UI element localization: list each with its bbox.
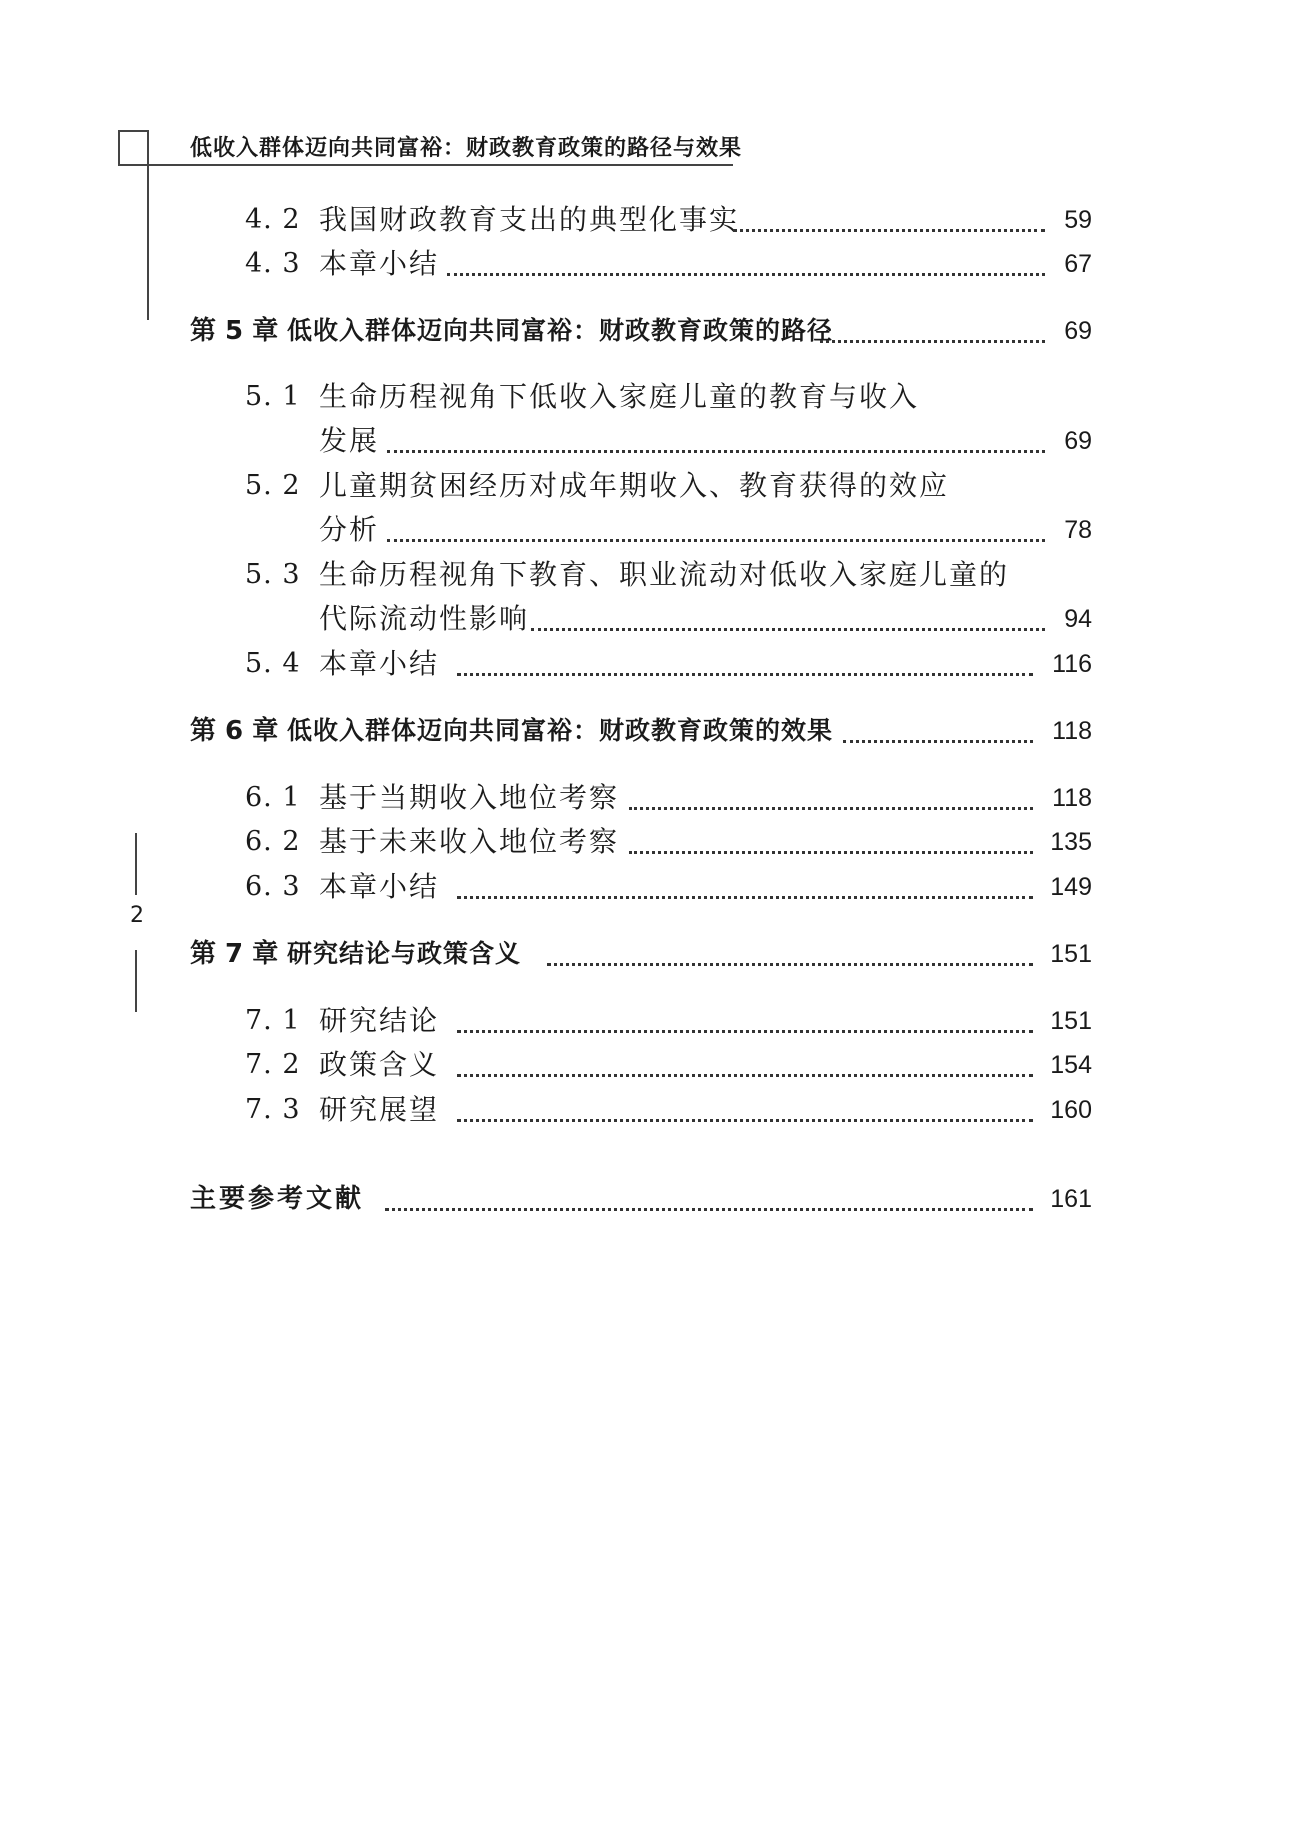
toc-entry[interactable]	[0, 642, 1291, 686]
entry-title: 研究结论	[319, 1004, 440, 1037]
leader-dots	[457, 896, 1033, 899]
page-ref: 149	[1050, 873, 1092, 901]
page-ref: 94	[1064, 605, 1092, 633]
toc-entry-continuation[interactable]	[0, 419, 1291, 463]
section-number: 6. 1	[245, 782, 301, 813]
leader-dots	[531, 628, 1045, 631]
toc-entry-continuation[interactable]	[0, 508, 1291, 552]
leader-dots	[457, 1030, 1033, 1033]
leader-dots	[820, 340, 1045, 343]
section-number: 5. 1	[245, 381, 301, 412]
chapter-number: 第 5 章	[190, 316, 279, 346]
page-ref: 151	[1050, 940, 1092, 968]
page-ref: 67	[1064, 250, 1092, 278]
page-ref: 59	[1064, 206, 1092, 234]
page-ref: 151	[1050, 1007, 1092, 1035]
page-number: 2	[130, 903, 144, 928]
chapter-number: 第 6 章	[190, 716, 279, 746]
entry-title: 研究展望	[319, 1093, 440, 1126]
page-ref: 78	[1064, 516, 1092, 544]
entry-title: 生命历程视角下低收入家庭儿童的教育与收入	[319, 380, 920, 413]
entry-title-continued: 代际流动性影响	[319, 602, 530, 635]
chapter-title: 低收入群体迈向共同富裕：财政教育政策的路径	[287, 316, 834, 345]
section-number: 7. 2	[245, 1049, 301, 1080]
leader-dots	[387, 539, 1045, 542]
entry-title-continued: 发展	[319, 424, 380, 457]
entry-title-continued: 分析	[319, 513, 380, 546]
page-ref: 160	[1050, 1096, 1092, 1124]
entry-title: 本章小结	[319, 647, 440, 680]
entry-title: 基于未来收入地位考察	[319, 825, 620, 858]
toc-entry[interactable]	[0, 464, 1291, 508]
chapter-title: 研究结论与政策含义	[287, 939, 522, 968]
section-number: 7. 1	[245, 1005, 301, 1036]
page-ref: 161	[1050, 1185, 1092, 1213]
page-ref: 69	[1064, 427, 1092, 455]
leader-dots	[733, 229, 1045, 232]
toc-entry[interactable]	[0, 776, 1291, 820]
page-ref: 118	[1052, 717, 1092, 745]
toc-chapter-entry[interactable]	[0, 709, 1291, 753]
leader-dots	[843, 740, 1033, 743]
entry-title: 我国财政教育支出的典型化事实	[319, 203, 740, 236]
toc-entry[interactable]	[0, 1043, 1291, 1087]
leader-dots	[457, 1074, 1033, 1077]
section-number: 6. 3	[245, 871, 301, 902]
toc-entry[interactable]	[0, 865, 1291, 909]
entry-title: 儿童期贫困经历对成年期收入、教育获得的效应	[319, 469, 950, 502]
page-ref: 135	[1050, 828, 1092, 856]
page-ref: 118	[1052, 784, 1092, 812]
entry-title: 本章小结	[319, 247, 440, 280]
toc-chapter-entry[interactable]	[0, 309, 1291, 353]
leader-dots	[387, 450, 1045, 453]
toc-entry[interactable]	[0, 1088, 1291, 1132]
leader-dots	[547, 963, 1033, 966]
page-ref: 154	[1050, 1051, 1092, 1079]
toc-entry[interactable]	[0, 375, 1291, 419]
toc-entry[interactable]	[0, 999, 1291, 1043]
page-ref: 116	[1052, 650, 1092, 678]
leader-dots	[457, 673, 1033, 676]
toc-entry[interactable]	[0, 820, 1291, 864]
entry-title: 本章小结	[319, 870, 440, 903]
entry-title: 政策含义	[319, 1048, 440, 1081]
running-header-title: 低收入群体迈向共同富裕：财政教育政策的路径与效果	[190, 136, 743, 161]
section-number: 6. 2	[245, 826, 301, 857]
section-number: 5. 4	[245, 648, 301, 679]
toc-entry[interactable]	[0, 242, 1291, 286]
leader-dots	[629, 807, 1033, 810]
section-number: 7. 3	[245, 1094, 301, 1125]
chapter-title: 低收入群体迈向共同富裕：财政教育政策的效果	[287, 716, 834, 745]
chapter-number: 第 7 章	[190, 939, 279, 969]
section-number: 5. 3	[245, 559, 301, 590]
entry-title: 基于当期收入地位考察	[319, 781, 620, 814]
references-title: 主要参考文献	[190, 1184, 365, 1214]
section-number: 5. 2	[245, 470, 301, 501]
toc-entry[interactable]	[0, 198, 1291, 242]
leader-dots	[629, 851, 1033, 854]
leader-dots	[447, 273, 1045, 276]
toc-entry[interactable]	[0, 553, 1291, 597]
entry-title: 生命历程视角下教育、职业流动对低收入家庭儿童的	[319, 558, 1010, 591]
toc-chapter-entry[interactable]	[0, 932, 1291, 976]
leader-dots	[457, 1119, 1033, 1122]
toc-references-entry[interactable]	[0, 1177, 1291, 1221]
section-number: 4. 3	[245, 248, 301, 279]
page-ref: 69	[1064, 317, 1092, 345]
section-number: 4. 2	[245, 204, 301, 235]
leader-dots	[385, 1208, 1033, 1211]
toc-entry-continuation[interactable]	[0, 597, 1291, 641]
